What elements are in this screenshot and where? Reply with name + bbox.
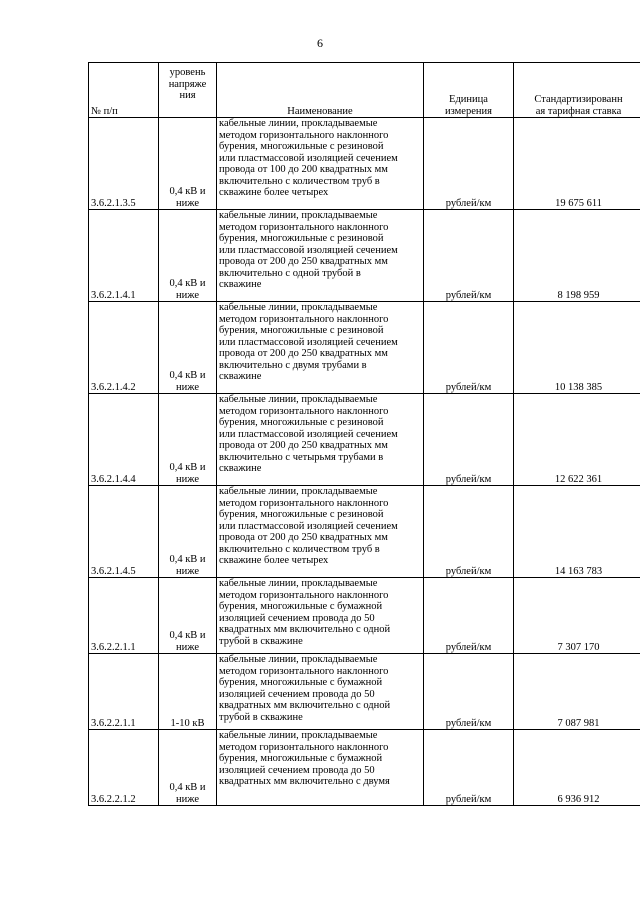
row-voltage-level: 0,4 кВ и ниже — [159, 394, 217, 486]
header-voltage-level: уровень напряже ния — [159, 63, 217, 118]
table-row — [89, 654, 640, 730]
row-rate: 8 198 959 — [514, 210, 640, 302]
row-name: кабельные линии, прокладываемые методом горизонтального наклонного бурения, многожильные с бумажной изоляцией сечением провода до 50 квадратных мм включительно с двумя — [217, 730, 424, 806]
row-unit: рублей/км — [424, 394, 514, 486]
row-unit: рублей/км — [424, 118, 514, 210]
table-row — [89, 578, 640, 654]
row-name: кабельные линии, прокладываемые методом горизонтального наклонного бурения, многожильные с резиновой или пластмассовой изоляцией сечением провода от 200 до 250 квадратных мм включительно с количеством труб в скважине более четырех — [217, 486, 424, 578]
row-rate: 6 936 912 — [514, 730, 640, 806]
row-unit: рублей/км — [424, 730, 514, 806]
header-rate: Стандартизированн ая тарифная ставка — [514, 63, 640, 118]
page-number: 6 — [317, 36, 323, 50]
row-name: кабельные линии, прокладываемые методом горизонтального наклонного бурения, многожильные с бумажной изоляцией сечением провода до 50 квадратных мм включительно с одной трубой в скважине — [217, 654, 424, 730]
table-row — [89, 730, 640, 806]
row-voltage-level: 1-10 кВ — [159, 654, 217, 730]
row-voltage-level: 0,4 кВ и ниже — [159, 118, 217, 210]
header-num: № п/п — [89, 63, 159, 118]
row-unit: рублей/км — [424, 302, 514, 394]
row-num: 3.6.2.1.4.1 — [89, 210, 159, 302]
row-rate: 10 138 385 — [514, 302, 640, 394]
table-row — [89, 210, 640, 302]
row-num: 3.6.2.1.4.5 — [89, 486, 159, 578]
row-unit: рублей/км — [424, 210, 514, 302]
row-num: 3.6.2.2.1.1 — [89, 578, 159, 654]
row-voltage-level: 0,4 кВ и ниже — [159, 486, 217, 578]
header-name: Наименование — [217, 63, 424, 118]
row-name: кабельные линии, прокладываемые методом горизонтального наклонного бурения, многожильные с резиновой или пластмассовой изоляцией сечением провода от 200 до 250 квадратных мм включительно с двумя трубами в скважине — [217, 302, 424, 394]
table-row — [89, 118, 640, 210]
row-name: кабельные линии, прокладываемые методом горизонтального наклонного бурения, многожильные с резиновой или пластмассовой изоляцией сечением провода от 200 до 250 квадратных мм включительно с четырьмя трубами в скважине — [217, 394, 424, 486]
tariff-table — [88, 62, 640, 806]
row-voltage-level: 0,4 кВ и ниже — [159, 730, 217, 806]
header-unit: Единица измерения — [424, 63, 514, 118]
row-rate: 7 307 170 — [514, 578, 640, 654]
row-name: кабельные линии, прокладываемые методом горизонтального наклонного бурения, многожильные с резиновой или пластмассовой изоляцией сечением провода от 200 до 250 квадратных мм включительно с одной трубой в скважине — [217, 210, 424, 302]
row-num: 3.6.2.2.1.2 — [89, 730, 159, 806]
row-num: 3.6.2.2.1.1 — [89, 654, 159, 730]
table-row — [89, 394, 640, 486]
table-row — [89, 486, 640, 578]
row-name: кабельные линии, прокладываемые методом горизонтального наклонного бурения, многожильные с бумажной изоляцией сечением провода до 50 квадратных мм включительно с одной трубой в скважине — [217, 578, 424, 654]
row-num: 3.6.2.1.4.4 — [89, 394, 159, 486]
row-unit: рублей/км — [424, 654, 514, 730]
row-name: кабельные линии, прокладываемые методом горизонтального наклонного бурения, многожильные с резиновой или пластмассовой изоляцией сечением провода от 100 до 200 квадратных мм включительно с количеством труб в скважине более четырех — [217, 118, 424, 210]
row-rate: 12 622 361 — [514, 394, 640, 486]
row-rate: 14 163 783 — [514, 486, 640, 578]
row-unit: рублей/км — [424, 578, 514, 654]
row-voltage-level: 0,4 кВ и ниже — [159, 578, 217, 654]
table-header-row — [89, 63, 640, 118]
row-num: 3.6.2.1.3.5 — [89, 118, 159, 210]
row-rate: 19 675 611 — [514, 118, 640, 210]
row-voltage-level: 0,4 кВ и ниже — [159, 302, 217, 394]
table-row — [89, 302, 640, 394]
row-unit: рублей/км — [424, 486, 514, 578]
row-rate: 7 087 981 — [514, 654, 640, 730]
row-voltage-level: 0,4 кВ и ниже — [159, 210, 217, 302]
row-num: 3.6.2.1.4.2 — [89, 302, 159, 394]
